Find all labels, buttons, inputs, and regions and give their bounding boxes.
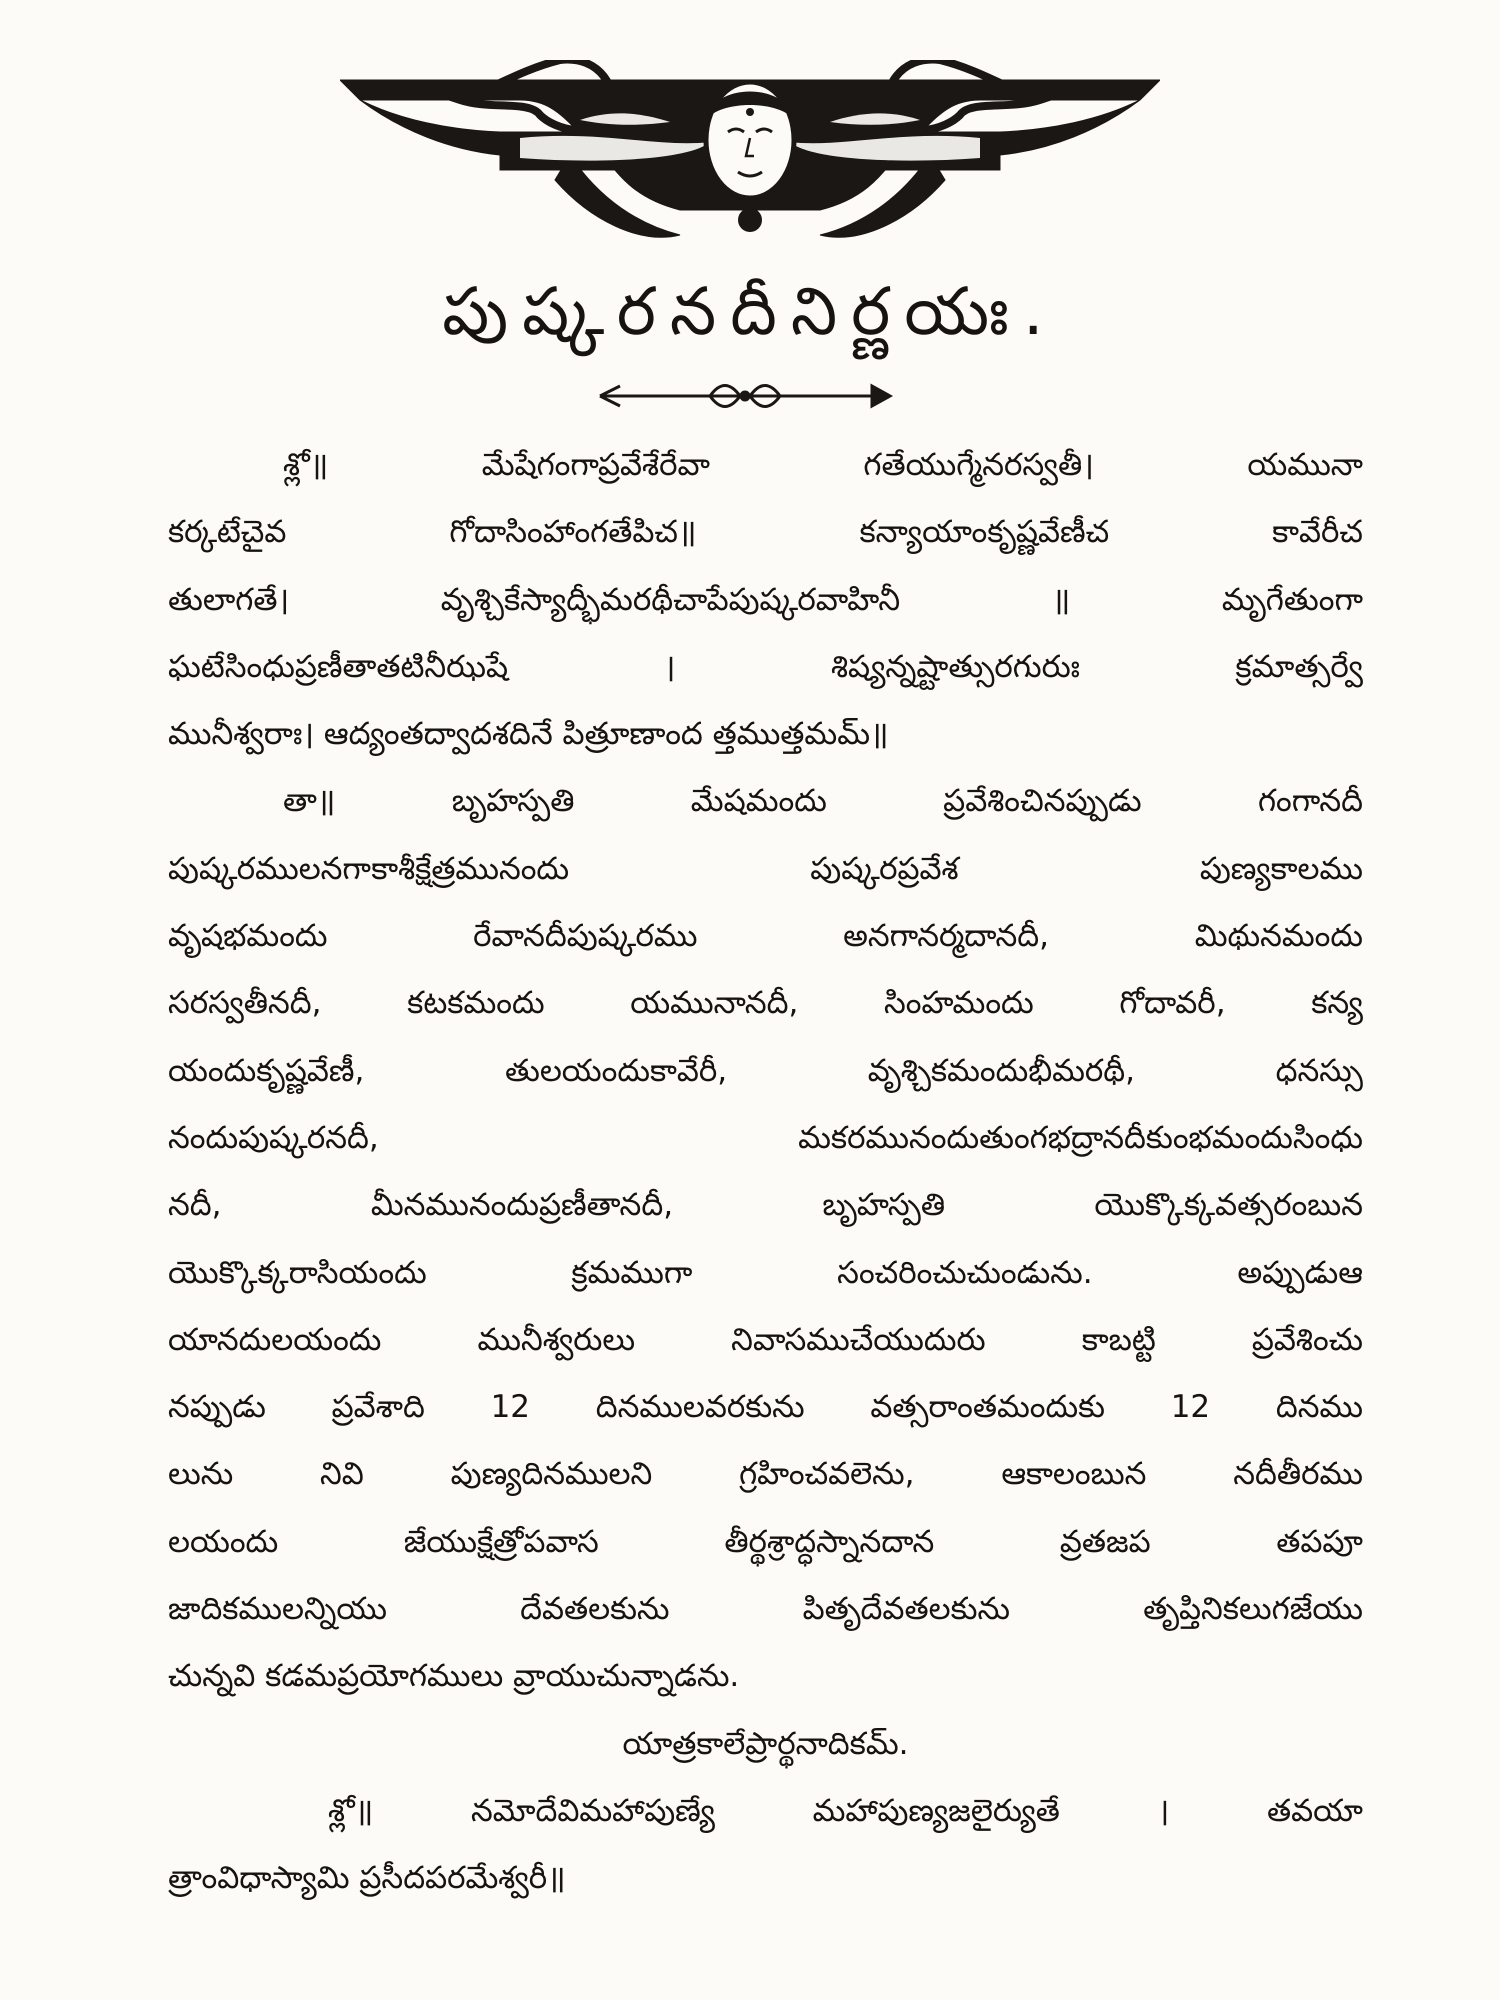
arrow-divider: [590, 378, 900, 414]
text-line: జాదికములన్నియు దేవతలకును పితృదేవతలకును తృప్తినికలుగజేయు: [168, 1591, 1363, 1628]
text-line: శ్లో॥ మేషేగంగాప్రవేశేరేవా గతేయుగ్మేనరస్వతీ। యమునా: [283, 447, 1363, 483]
text-line: కర్కటేచైవ గోదాసింహాంగతేపిచ॥ కన్యాయాంకృష్ణవేణీచ కావేరీచ: [168, 514, 1363, 551]
text-line: వృషభమందు రేవానదీపుష్కరము అనగానర్మదానదీ, మిథునమందు: [168, 918, 1363, 955]
text-line: నందుపుష్కరనదీ, మకరమునందుతుంగభద్రానదీకుంభమందుసింధు: [168, 1119, 1363, 1156]
text-line: మునీశ్వరాః। ఆద్యంతద్వాదశదినే పిత్రూణాంద త్తముత్తమమ్॥: [168, 716, 889, 753]
text-line: నప్పుడు ప్రవేశాది 12 దినములవరకును వత్సరాంతమందుకు 12 దినము: [168, 1389, 1363, 1426]
section-heading: యాత్రకాలేప్రార్థనాదికమ్.: [622, 1725, 909, 1762]
ornate-headpiece-with-face: [340, 60, 1160, 250]
text-line: లును నివి పుణ్యదినములని గ్రహించవలెను, ఆకాలంబున నదీతీరము: [168, 1456, 1363, 1493]
text-line: పుష్కరములనగాకాశీక్షేత్రమునందు పుష్కరప్రవేశ పుణ్యకాలము: [168, 850, 1363, 887]
text-line: శ్లో॥ నమోదేవిమహాపుణ్యే మహాపుణ్యజలైర్యుతే । తవయా: [328, 1792, 1363, 1829]
text-line: యానదులయందు మునీశ్వరులు నివాసముచేయుదురు కాబట్టి ప్రవేశించు: [168, 1321, 1363, 1358]
text-line: యొక్కొక్కరాసియందు క్రమముగా సంచరించుచుండును. అప్పుడుఆ: [168, 1254, 1363, 1291]
page-title: పుష్కరనదీనిర్ణయః.: [442, 273, 1058, 350]
text-line: సరస్వతీనదీ, కటకమందు యమునానదీ, సింహమందు గోదావరీ, కన్య: [168, 985, 1363, 1022]
text-line: తా॥ బృహస్పతి మేషమందు ప్రవేశించినప్పుడు గంగానదీ: [283, 783, 1363, 820]
text-line: యందుకృష్ణవేణీ, తులయందుకావేరీ, వృశ్చికమందుభీమరథీ, ధనస్సు: [168, 1052, 1363, 1089]
text-line: లయందు జేయుక్షేత్రోపవాస తీర్థశ్రాద్ధస్నానదాన వ్రతజప తపపూ: [168, 1523, 1363, 1560]
text-line: త్రాంవిధాస్యామి ప్రసీదపరమేశ్వరీ॥: [168, 1860, 566, 1897]
text-line: నదీ, మీనమునందుప్రణీతానదీ, బృహస్పతి యొక్కొక్కవత్సరంబున: [168, 1187, 1363, 1224]
body-text: [168, 432, 1363, 1913]
text-line: తులాగతే। వృశ్చికేస్యాద్భీమరథీచాపేపుష్కరవాహినీ ॥ మృగేతుంగా: [168, 581, 1363, 618]
text-line: ఘటేసింధుప్రణీతాతటినీఝషే । శిష్యన్నష్టాత్సురగురుః క్రమాత్సర్వే: [168, 648, 1363, 685]
text-line: చున్నవి కడమప్రయోగములు వ్రాయుచున్నాడను.: [168, 1658, 740, 1695]
